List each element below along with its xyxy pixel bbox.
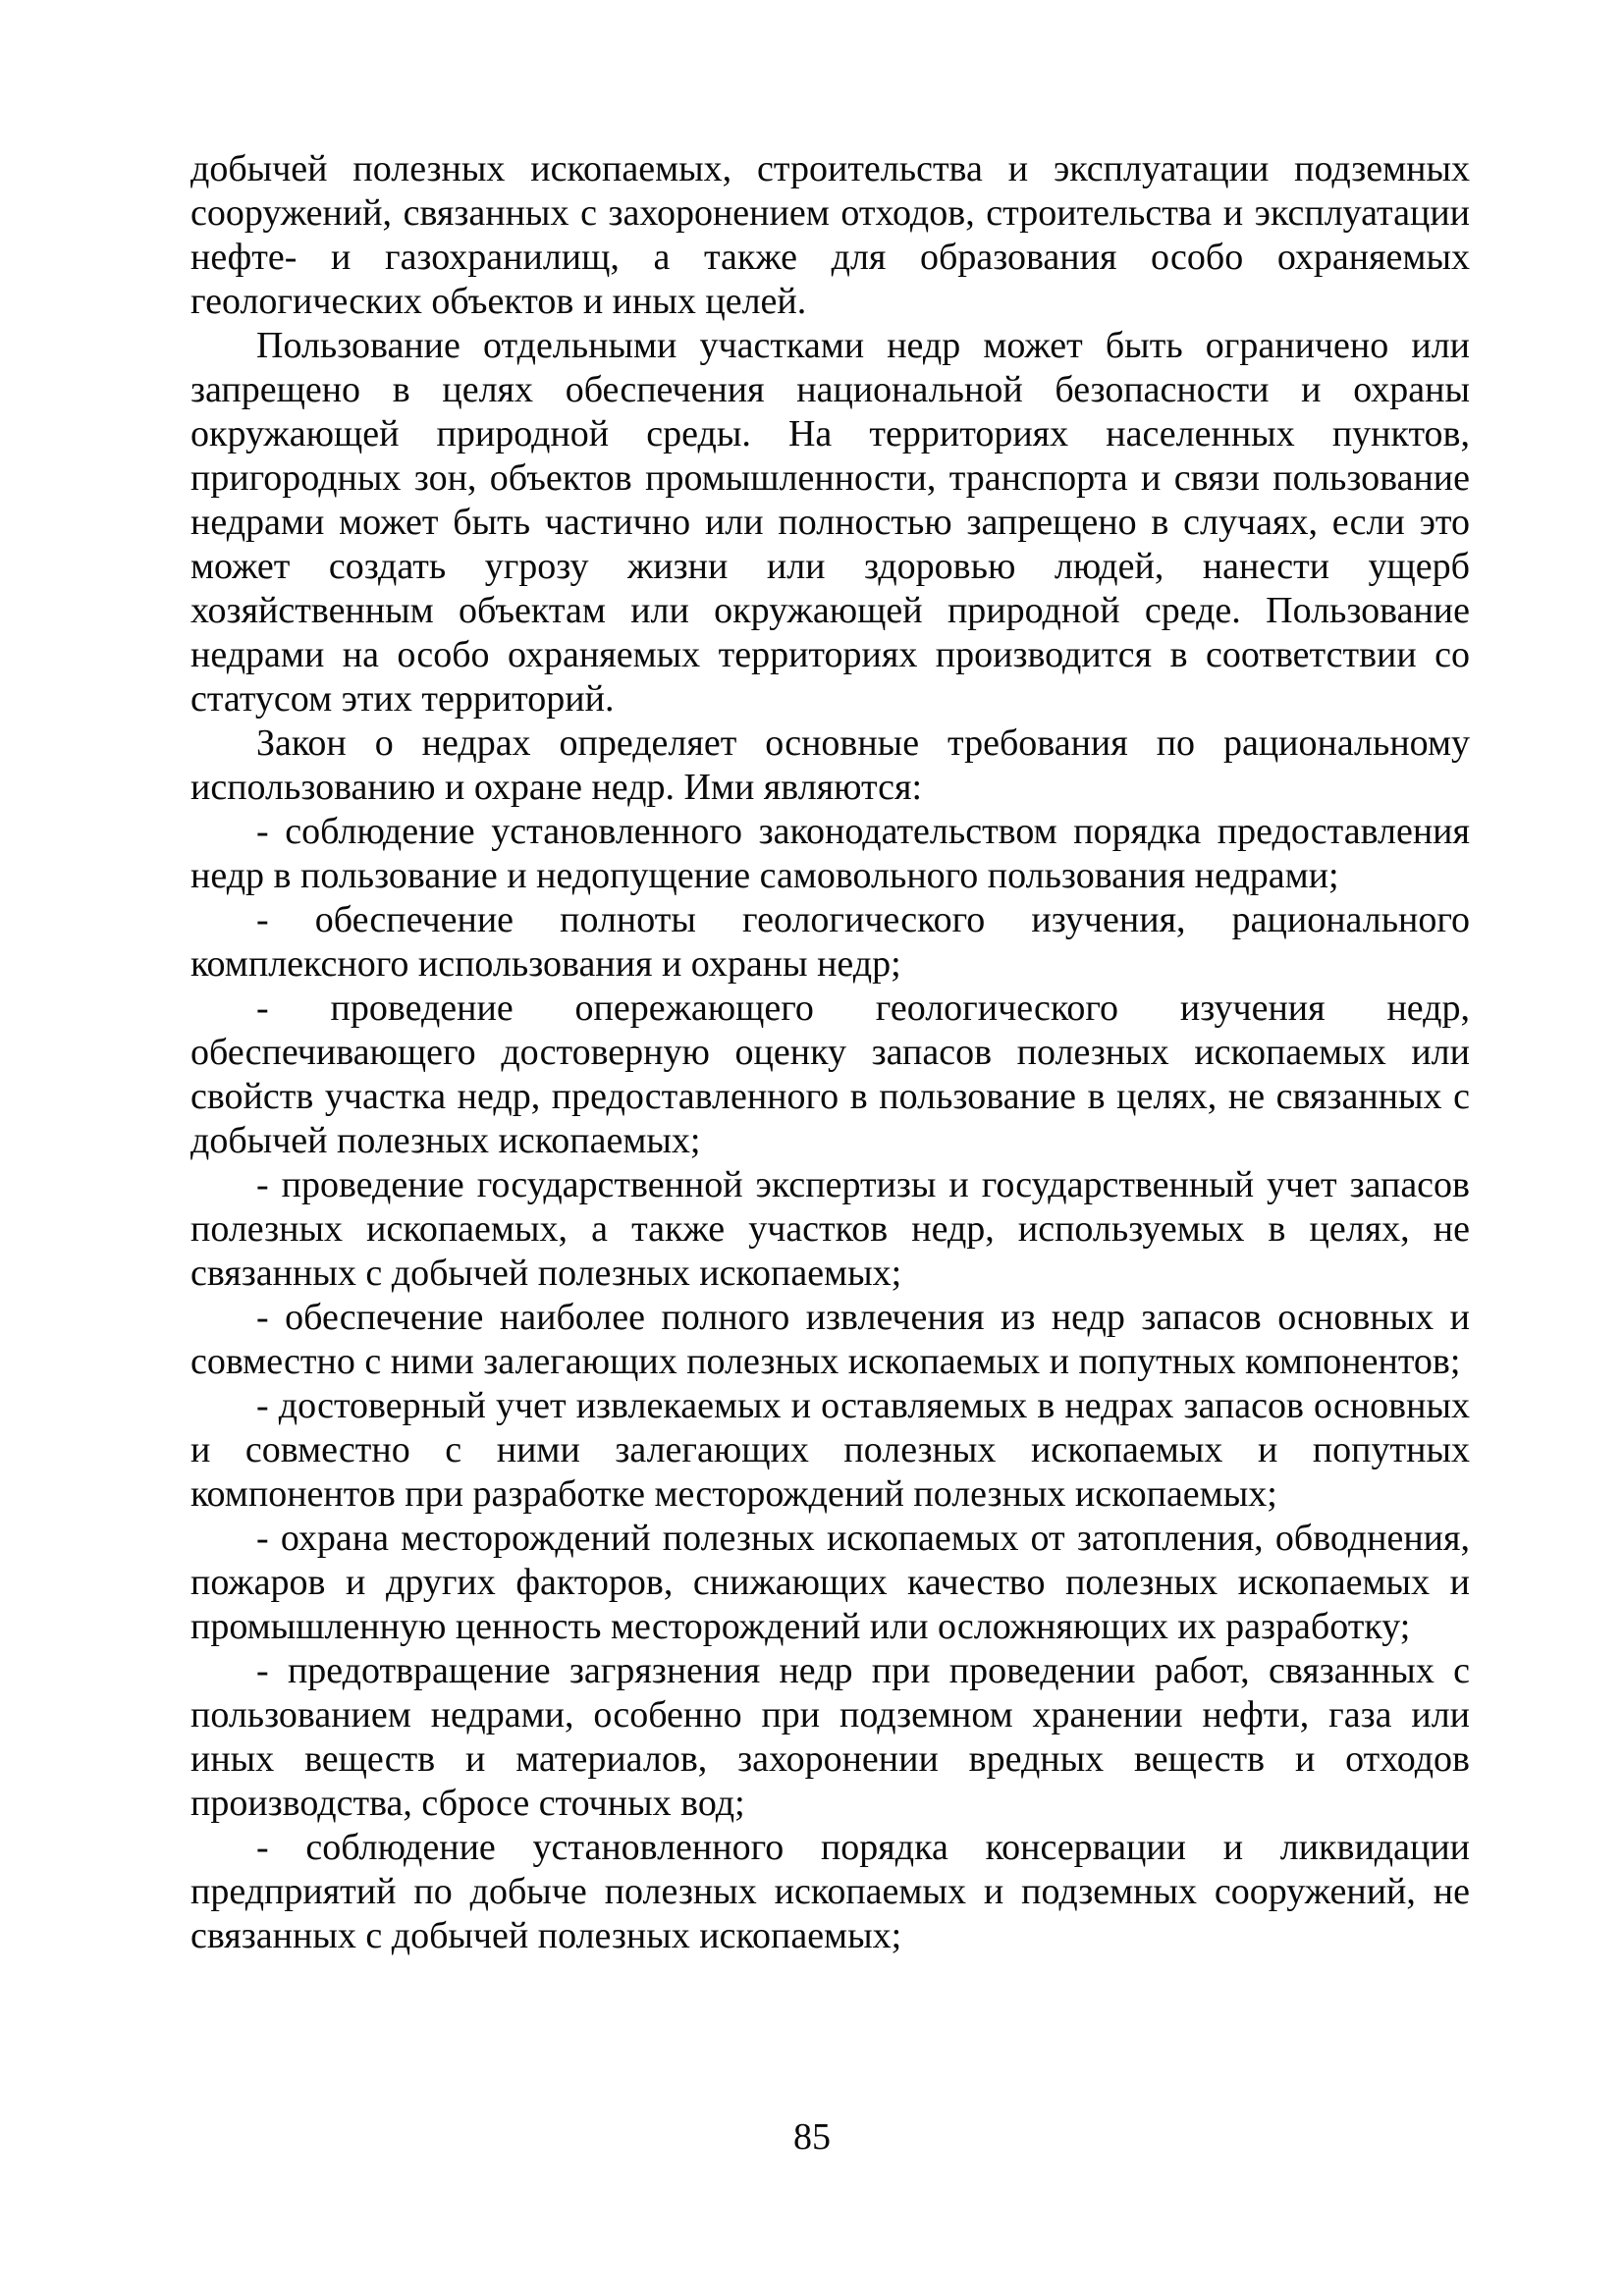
- list-item: - соблюдение установленного законодательством порядка предоставления недр в пользование и недопущение самовольного пользования недрами;: [190, 811, 1470, 896]
- text-block: [190, 147, 1470, 1958]
- list-item: - обеспечение наиболее полного извлечения из недр запасов основных и совместно с ними залегающих полезных ископаемых и попутных компонентов;: [190, 1297, 1470, 1382]
- list-item: - проведение государственной экспертизы и государственный учет запасов полезных ископаемых, а также участков недр, используемых в целях, не связанных с добычей полезных ископаемых;: [190, 1164, 1470, 1294]
- list-item: - соблюдение установленного порядка консервации и ликвидации предприятий по добыче полезных ископаемых и подземных сооружений, не связанных с добычей полезных ископаемых;: [190, 1827, 1470, 1956]
- page-number: 85: [793, 2116, 831, 2158]
- list-item: - предотвращение загрязнения недр при проведении работ, связанных с пользованием недрами, особенно при подземном хранении нефти, газа или иных веществ и материалов, захоронении вредных веществ и отходов производства, сбросе сточных вод;: [190, 1650, 1470, 1824]
- list-item: - проведение опережающего геологического изучения недр, обеспечивающего достоверную оценку запасов полезных ископаемых или свойств участка недр, предоставленного в пользование в целях, не связанных с добычей полезных ископаемых;: [190, 988, 1470, 1161]
- body-paragraph: Пользование отдельными участками недр может быть ограничено или запрещено в целях обеспечения национальной безопасности и охраны окружающей природной среды. На территориях населенных пунктов, пригородных зон, объектов промышленности, транспорта и связи пользование недрами может быть частично или полностью запрещено в случаях, если это может создать угрозу жизни или здоровью людей, нанести ущерб хозяйственным объектам или окружающей природной среде. Пользование недрами на особо охраняемых территориях производится в соответствии со статусом этих территорий.: [190, 325, 1470, 720]
- body-paragraph: Закон о недрах определяет основные требования по рациональному использованию и охране недр. Ими являются:: [190, 722, 1470, 808]
- body-paragraph: добычей полезных ископаемых, строительства и эксплуатации подземных сооружений, связанных с захоронением отходов, строительства и эксплуатации нефте- и газохранилищ, а также для образования особо охраняемых геологических объектов и иных целей.: [190, 148, 1470, 322]
- list-item: - обеспечение полноты геологического изучения, рационального комплексного использования и охраны недр;: [190, 899, 1470, 985]
- list-item: - охрана месторождений полезных ископаемых от затопления, обводнения, пожаров и других факторов, снижающих качество полезных ископаемых и промышленную ценность месторождений или осложняющих их разработку;: [190, 1518, 1470, 1647]
- list-item: - достоверный учет извлекаемых и оставляемых в недрах запасов основных и совместно с ними залегающих полезных ископаемых и попутных компонентов при разработке месторождений полезных ископаемых;: [190, 1385, 1470, 1515]
